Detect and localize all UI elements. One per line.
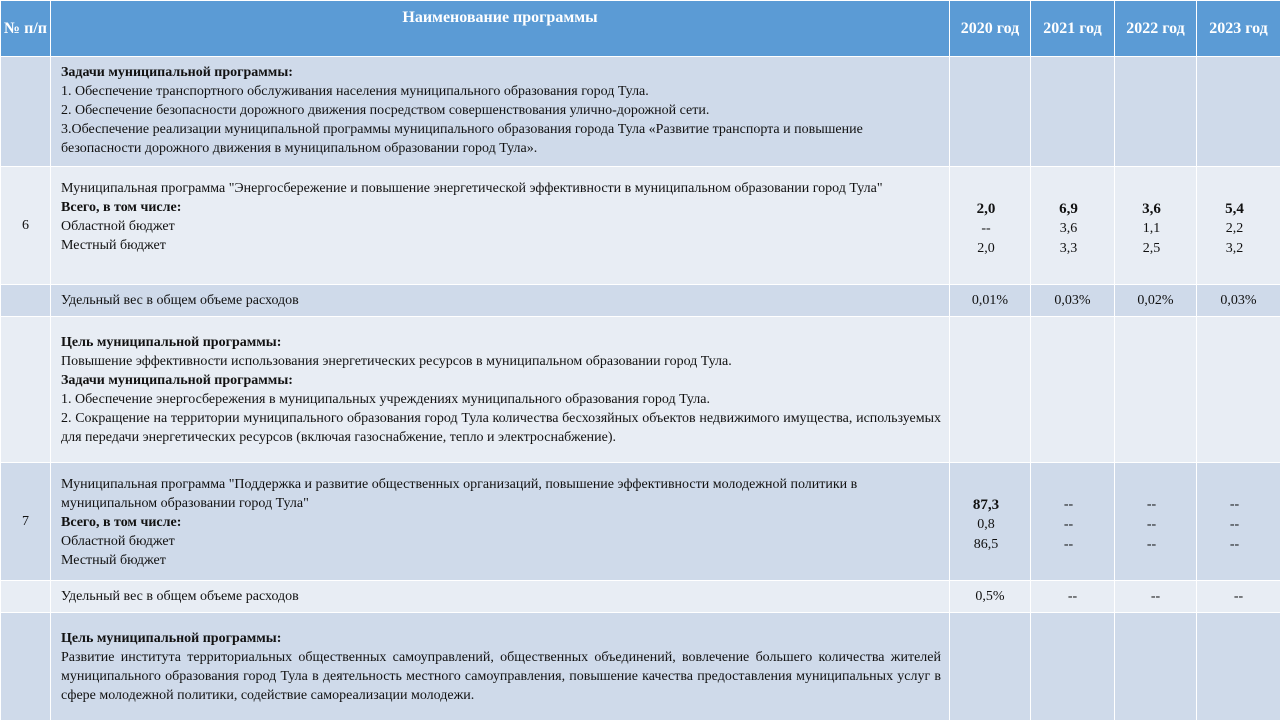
task-item: 3.Обеспечение реализации муниципальной программы муниципального образования города Тула «Развитие транспорта и повышение безопасности дорожного движения в муниципальном образовании город Тула». bbox=[61, 120, 941, 158]
tasks-title: Задачи муниципальной программы: bbox=[61, 63, 941, 82]
program-description bbox=[51, 167, 950, 285]
share-label: Удельный вес в общем объеме расходов bbox=[51, 285, 950, 317]
share-2020: 0,01% bbox=[950, 285, 1031, 317]
total-label: Всего, в том числе: bbox=[61, 513, 941, 532]
values-2020: 87,3 0,8 86,5 bbox=[950, 463, 1031, 581]
values-2021: 6,9 3,6 3,3 bbox=[1031, 167, 1115, 285]
share-2022: 0,02% bbox=[1115, 285, 1197, 317]
header-year-2022: 2022 год bbox=[1115, 1, 1197, 57]
share-2021: 0,03% bbox=[1031, 285, 1115, 317]
task-item: 1. Обеспечение транспортного обслуживания населения муниципального образования город Тула. bbox=[61, 82, 941, 101]
header-name: Наименование программы bbox=[51, 1, 950, 57]
header-year-2020: 2020 год bbox=[950, 1, 1031, 57]
task-item: 1. Обеспечение энергосбережения в муниципальных учреждениях муниципального образования город Тула. bbox=[61, 390, 941, 409]
tasks-title: Задачи муниципальной программы: bbox=[61, 371, 941, 390]
share-label: Удельный вес в общем объеме расходов bbox=[51, 581, 950, 613]
goal-row-6 bbox=[1, 317, 1280, 463]
share-2021: -- bbox=[1031, 581, 1115, 613]
row-num-empty bbox=[1, 57, 51, 167]
tasks-block-top bbox=[51, 57, 950, 167]
program-num: 7 bbox=[1, 463, 51, 581]
header-row bbox=[1, 1, 1280, 57]
program-num: 6 bbox=[1, 167, 51, 285]
local-label: Местный бюджет bbox=[61, 236, 941, 255]
header-num: № п/п bbox=[1, 1, 51, 57]
task-item: 2. Обеспечение безопасности дорожного движения посредством совершенствования улично-дорожной сети. bbox=[61, 101, 941, 120]
total-label: Всего, в том числе: bbox=[61, 198, 941, 217]
task-item: 2. Сокращение на территории муниципального образования город Тула количества бесхозяйных объектов недвижимого имущества, используемых для передачи энергетических ресурсов (включая газоснабжение, тепло и электроснабжение). bbox=[61, 409, 941, 447]
values-2022: -- -- -- bbox=[1115, 463, 1197, 581]
values-2020: 2,0 -- 2,0 bbox=[950, 167, 1031, 285]
share-2022: -- bbox=[1115, 581, 1197, 613]
table-row bbox=[1, 57, 1280, 167]
share-2023: 0,03% bbox=[1197, 285, 1280, 317]
program-title: Муниципальная программа "Поддержка и развитие общественных организаций, повышение эффективности молодежной политики в муниципальном образовании город Тула" bbox=[61, 475, 941, 513]
header-year-2023: 2023 год bbox=[1197, 1, 1280, 57]
goal-text: Повышение эффективности использования энергетических ресурсов в муниципальном образовании город Тула. bbox=[61, 352, 941, 371]
values-2022: 3,6 1,1 2,5 bbox=[1115, 167, 1197, 285]
goal-block bbox=[51, 613, 950, 721]
regional-label: Областной бюджет bbox=[61, 532, 941, 551]
share-row-7 bbox=[1, 581, 1280, 613]
local-label: Местный бюджет bbox=[61, 551, 941, 570]
values-2023: 5,4 2,2 3,2 bbox=[1197, 167, 1280, 285]
program-row-7 bbox=[1, 463, 1280, 581]
goal-text: Развитие института территориальных общественных самоуправлений, общественных объединений, вовлечение большего количества жителей муниципального образования город Тула в деятельность местного самоуправления, повышение качества предоставления муниципальных услуг в сфере молодежной политики, содействие самореализации молодежи. bbox=[61, 648, 941, 705]
goal-block bbox=[51, 317, 950, 463]
program-title: Муниципальная программа "Энергосбережение и повышение энергетической эффективности в муниципальном образовании город Тула" bbox=[61, 179, 941, 198]
goal-row-7 bbox=[1, 613, 1280, 721]
goal-title: Цель муниципальной программы: bbox=[61, 333, 941, 352]
goal-title: Цель муниципальной программы: bbox=[61, 629, 941, 648]
share-row-6 bbox=[1, 285, 1280, 317]
program-description bbox=[51, 463, 950, 581]
values-2023: -- -- -- bbox=[1197, 463, 1280, 581]
values-2021: -- -- -- bbox=[1031, 463, 1115, 581]
program-row-6 bbox=[1, 167, 1280, 285]
header-year-2021: 2021 год bbox=[1031, 1, 1115, 57]
regional-label: Областной бюджет bbox=[61, 217, 941, 236]
share-2023: -- bbox=[1197, 581, 1280, 613]
share-2020: 0,5% bbox=[950, 581, 1031, 613]
